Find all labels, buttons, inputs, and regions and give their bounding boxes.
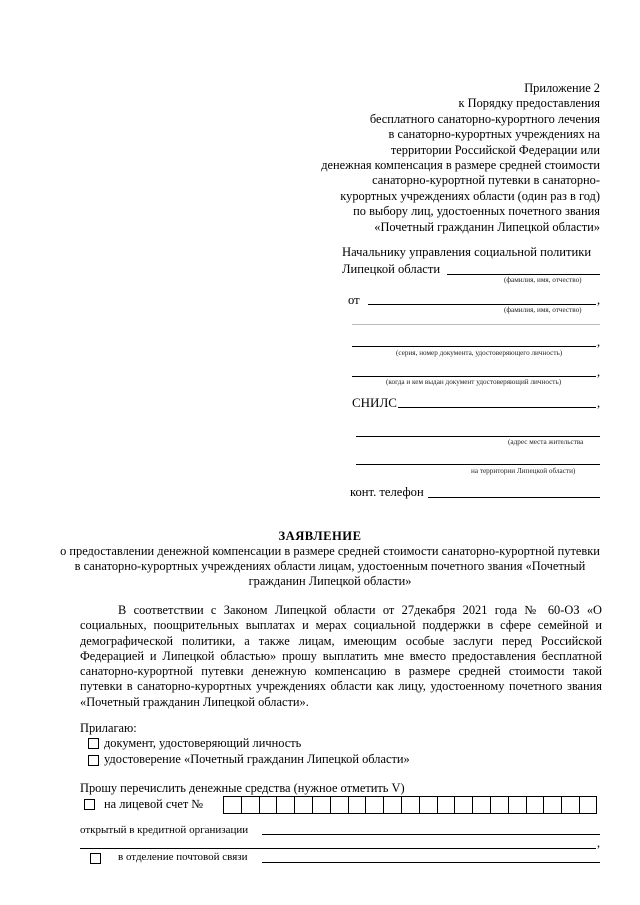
document-subtitle: о предоставлении денежной компенсации в размере средней стоимости санаторно-курортной путевки в санаторно-курортных учреждениях области лицам, удостоенным почетного звания «Почетный гражданин Липецкой области» <box>60 544 600 588</box>
hint-fio-2: (фамилия, имя, отчество) <box>504 306 582 314</box>
post-office-label: в отделение почтовой связи <box>118 851 248 863</box>
residence-address-field[interactable] <box>356 436 600 437</box>
id-document-field[interactable] <box>352 346 596 347</box>
appendix-line: денежная компенсация в размере средней стоимости <box>321 158 600 173</box>
appendix-line: территории Российской Федерации или <box>390 142 600 157</box>
bank-field[interactable] <box>262 834 600 835</box>
from-label: от <box>348 293 360 307</box>
appendix-line: санаторно-курортной путевки в санаторно- <box>372 173 600 188</box>
account-digit-cell[interactable] <box>348 796 366 814</box>
addressee-line1: Начальнику управления социальной политики <box>342 245 592 259</box>
snils-field[interactable] <box>398 407 596 408</box>
bank-label: открытый в кредитной организации <box>80 824 249 836</box>
account-digit-cell[interactable] <box>508 796 526 814</box>
appendix-header <box>280 81 600 235</box>
hint-id-document: (серия, номер документа, удостоверяющего личность) <box>396 349 563 357</box>
residence-region-field[interactable] <box>356 464 600 465</box>
comma: , <box>597 396 601 410</box>
phone-field[interactable] <box>428 497 600 498</box>
account-number-cells[interactable] <box>223 796 597 814</box>
comma: , <box>597 293 601 307</box>
bank-field-extra[interactable] <box>80 848 596 849</box>
account-digit-cell[interactable] <box>490 796 508 814</box>
account-digit-cell[interactable] <box>330 796 348 814</box>
application-body: В соответствии с Законом Липецкой области от 27декабря 2021 года № 60-ОЗ «О социальных, поощрительных выплатах и мерах социальной поддержки в сфере семейной и демографической политики, а также лицам, имеющим особые заслуги перед Российской Федерацией и Липецкой областью» прошу выплатить мне вместо предоставления бесплатной санаторно-курортной путевки денежную компенсацию в размере средней стоимости такой путевки в санаторно-курортных учреждениях области как лицу, удостоенному почетного звания «Почетный гражданин Липецкой области». <box>80 603 602 709</box>
comma: , <box>597 365 601 379</box>
appendix-line: «Почетный гражданин Липецкой области» <box>374 219 600 234</box>
hint-residence: (адрес места жительства <box>508 438 584 446</box>
attachment-item-certificate: удостоверение «Почетный гражданин Липецкой области» <box>104 752 410 766</box>
account-digit-cell[interactable] <box>401 796 419 814</box>
appendix-line: Приложение 2 <box>524 81 600 95</box>
from-fio-field[interactable] <box>368 304 596 305</box>
hint-id-issued: (когда и кем выдан документ удостоверяющий личность) <box>386 378 562 386</box>
transfer-label: Прошу перечислить денежные средства (нужное отметить V) <box>80 781 405 795</box>
account-digit-cell[interactable] <box>454 796 472 814</box>
account-digit-cell[interactable] <box>543 796 561 814</box>
account-digit-cell[interactable] <box>241 796 259 814</box>
attachment-item-id: документ, удостоверяющий личность <box>104 736 302 750</box>
account-digit-cell[interactable] <box>383 796 401 814</box>
comma: , <box>597 335 601 349</box>
addressee-fio-field[interactable] <box>447 274 600 275</box>
id-issued-field[interactable] <box>352 376 596 377</box>
account-digit-cell[interactable] <box>294 796 312 814</box>
account-digit-cell[interactable] <box>276 796 294 814</box>
account-digit-cell[interactable] <box>437 796 455 814</box>
comma: , <box>597 836 601 850</box>
account-digit-cell[interactable] <box>472 796 490 814</box>
account-digit-cell[interactable] <box>365 796 383 814</box>
account-digit-cell[interactable] <box>579 796 597 814</box>
phone-label: конт. телефон <box>350 485 424 499</box>
hint-region: на территории Липецкой области) <box>471 467 576 475</box>
account-digit-cell[interactable] <box>223 796 241 814</box>
account-digit-cell[interactable] <box>419 796 437 814</box>
post-office-checkbox[interactable] <box>90 853 101 864</box>
account-digit-cell[interactable] <box>259 796 277 814</box>
document-title: ЗАЯВЛЕНИЕ <box>278 529 362 543</box>
hint-fio-1: (фамилия, имя, отчество) <box>504 276 582 284</box>
fio-extra-field[interactable] <box>352 324 600 325</box>
appendix-line: по выбору лиц, удостоенных почетного звания <box>353 204 600 219</box>
attachments-label: Прилагаю: <box>80 721 137 735</box>
account-digit-cell[interactable] <box>312 796 330 814</box>
appendix-line: бесплатного санаторно-курортного лечения <box>369 111 600 126</box>
appendix-line: в санаторно-курортных учреждениях на <box>388 127 600 142</box>
appendix-line: курортных учреждениях области (один раз в год) <box>340 188 600 203</box>
snils-label: СНИЛС <box>352 395 397 410</box>
account-digit-cell[interactable] <box>561 796 579 814</box>
account-digit-cell[interactable] <box>526 796 544 814</box>
attachment-checkbox-id[interactable] <box>88 738 99 749</box>
account-label: на лицевой счет № <box>104 797 204 811</box>
account-checkbox[interactable] <box>84 799 95 810</box>
attachment-checkbox-certificate[interactable] <box>88 755 99 766</box>
addressee-line2: Липецкой области <box>342 262 441 276</box>
post-office-field[interactable] <box>262 862 600 863</box>
appendix-line: к Порядку предоставления <box>458 96 600 111</box>
